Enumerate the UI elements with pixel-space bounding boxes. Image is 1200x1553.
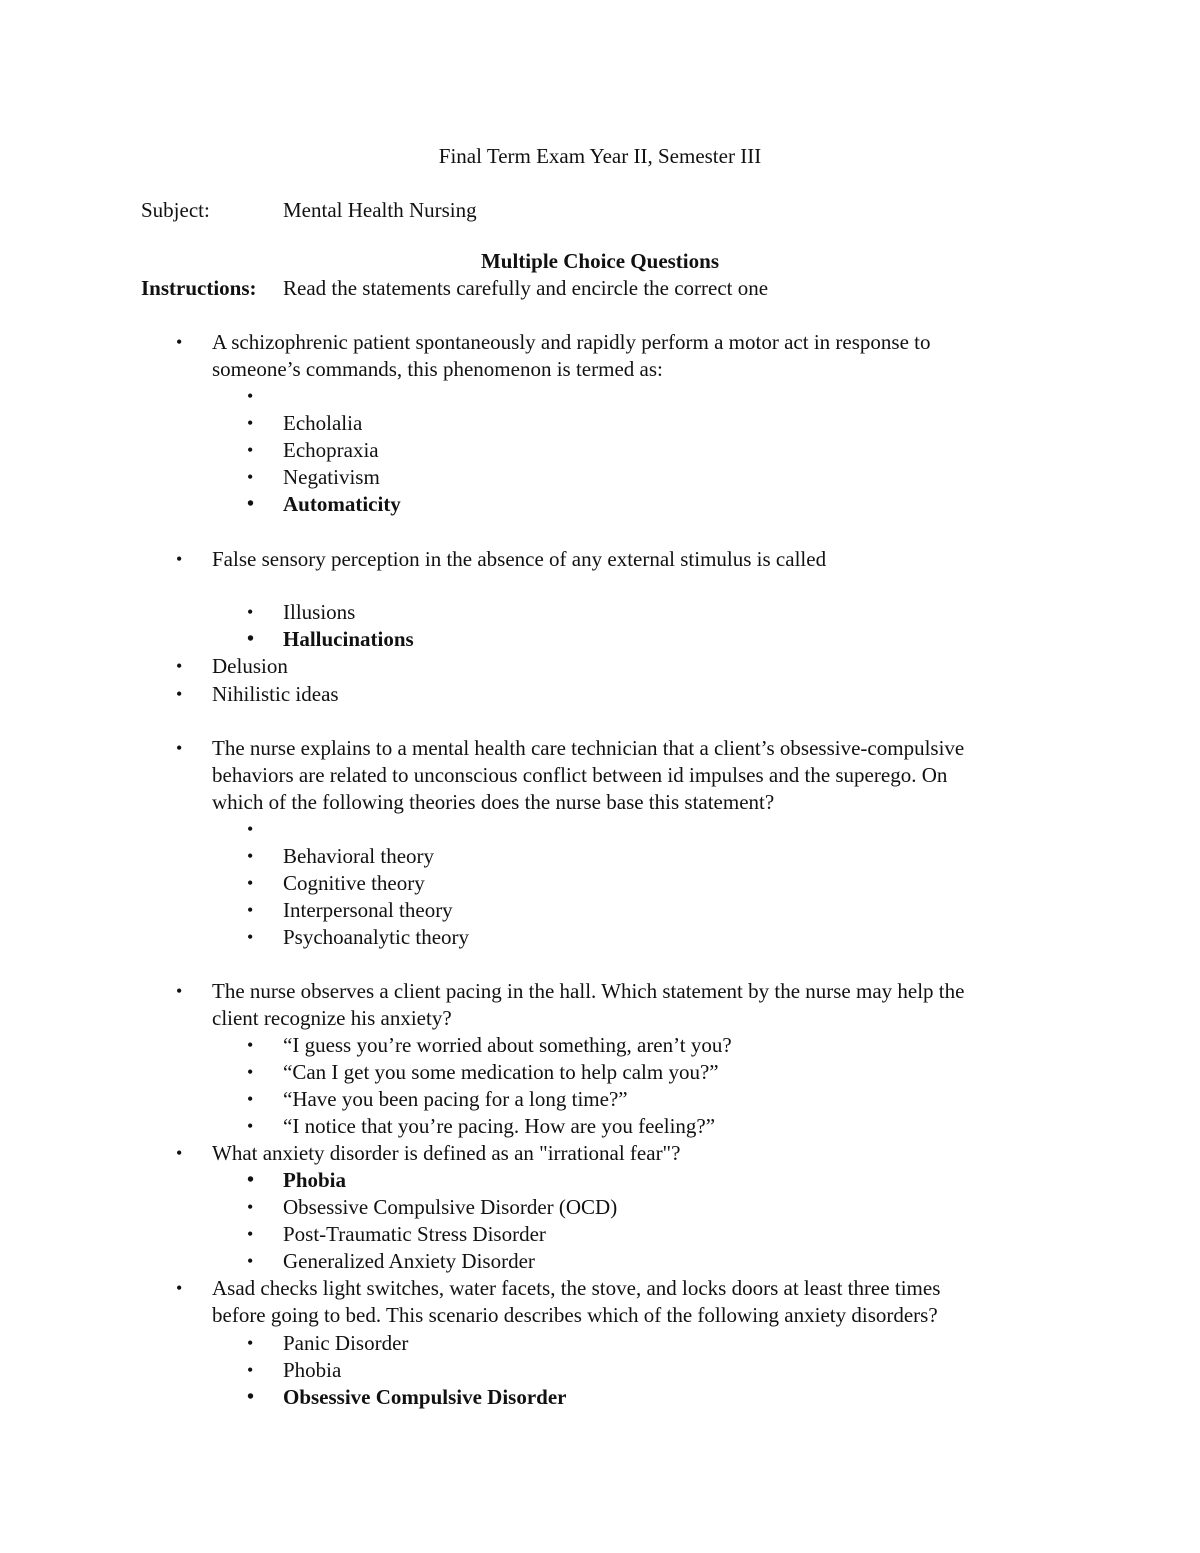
subject-label: Subject: [141,198,210,222]
q3-stem-line-1: The nurse explains to a mental health care technician that a client’s obsessive-compulsive [212,736,965,760]
bullet-icon: • [176,656,183,676]
bullet-icon: • [247,900,254,920]
bullet-icon: • [176,1278,183,1298]
q6-option-1: Panic Disorder [283,1331,409,1355]
q4-option-3: “Have you been pacing for a long time?” [283,1087,628,1111]
bullet-icon: • [247,628,255,650]
q2-option-2-answer: Hallucinations [283,627,414,651]
q6-option-3-answer: Obsessive Compulsive Disorder [283,1385,567,1409]
exam-title: Final Term Exam Year II, Semester III [438,144,762,168]
q6-option-2: Phobia [283,1358,342,1382]
q4-option-2: “Can I get you some medication to help calm you?” [283,1060,719,1084]
q5-option-3: Post-Traumatic Stress Disorder [283,1222,546,1246]
q1-option-3: Negativism [283,465,380,489]
q1-option-1: Echolalia [283,411,363,435]
bullet-icon: • [176,738,183,758]
bullet-icon: • [247,386,254,406]
bullet-icon: • [247,873,254,893]
bullet-icon: • [176,549,183,569]
q3-option-4: Psychoanalytic theory [283,925,470,949]
q1-option-4-answer: Automaticity [283,492,401,516]
q3-stem-line-3: which of the following theories does the nurse base this statement? [212,790,775,814]
q5-stem: What anxiety disorder is defined as an "irrational fear"? [212,1141,681,1165]
q1-option-2: Echopraxia [283,438,379,462]
q2-option-1: Illusions [283,600,356,624]
q5-option-4: Generalized Anxiety Disorder [283,1249,535,1273]
q1-stem-line-2: someone’s commands, this phenomenon is termed as: [212,357,663,381]
bullet-icon: • [176,981,183,1001]
bullet-icon: • [176,332,183,352]
q5-option-1-answer: Phobia [283,1168,347,1192]
bullet-icon: • [247,1035,254,1055]
q1-stem-line-1: A schizophrenic patient spontaneously and rapidly perform a motor act in response to [212,330,931,354]
bullet-icon: • [247,493,255,515]
bullet-icon: • [247,1251,254,1271]
q5-option-2: Obsessive Compulsive Disorder (OCD) [283,1195,618,1219]
bullet-icon: • [176,1143,183,1163]
bullet-icon: • [247,467,254,487]
q6-stem-line-2: before going to bed. This scenario describes which of the following anxiety disorders? [212,1303,938,1327]
q2-option-4: Nihilistic ideas [212,682,339,706]
instructions-label: Instructions: [141,276,257,300]
q4-stem-line-1: The nurse observes a client pacing in the hall. Which statement by the nurse may help the [212,979,965,1003]
q3-stem-line-2: behaviors are related to unconscious conflict between id impulses and the superego. On [212,763,948,787]
bullet-icon: • [247,1169,255,1191]
bullet-icon: • [247,1062,254,1082]
bullet-icon: • [247,819,254,839]
q3-option-3: Interpersonal theory [283,898,453,922]
subject-value: Mental Health Nursing [283,198,477,222]
bullet-icon: • [247,927,254,947]
q2-stem: False sensory perception in the absence of any external stimulus is called [212,547,827,571]
q2-option-3: Delusion [212,654,288,678]
bullet-icon: • [247,1089,254,1109]
bullet-icon: • [247,1197,254,1217]
q6-stem-line-1: Asad checks light switches, water facets, the stove, and locks doors at least three times [212,1276,941,1300]
bullet-icon: • [247,1360,254,1380]
bullet-icon: • [247,413,254,433]
q4-stem-line-2: client recognize his anxiety? [212,1006,452,1030]
section-title: Multiple Choice Questions [480,249,719,273]
bullet-icon: • [247,1116,254,1136]
bullet-icon: • [247,1333,254,1353]
q3-option-1: Behavioral theory [283,844,435,868]
bullet-icon: • [247,440,254,460]
q4-option-1: “I guess you’re worried about something, aren’t you? [283,1033,732,1057]
bullet-icon: • [247,1224,254,1244]
q4-option-4: “I notice that you’re pacing. How are you feeling?” [283,1114,716,1138]
bullet-icon: • [247,1386,255,1408]
bullet-icon: • [247,846,254,866]
bullet-icon: • [176,684,183,704]
q3-option-2: Cognitive theory [283,871,425,895]
bullet-icon: • [247,602,254,622]
instructions-text: Read the statements carefully and encircle the correct one [283,276,769,300]
